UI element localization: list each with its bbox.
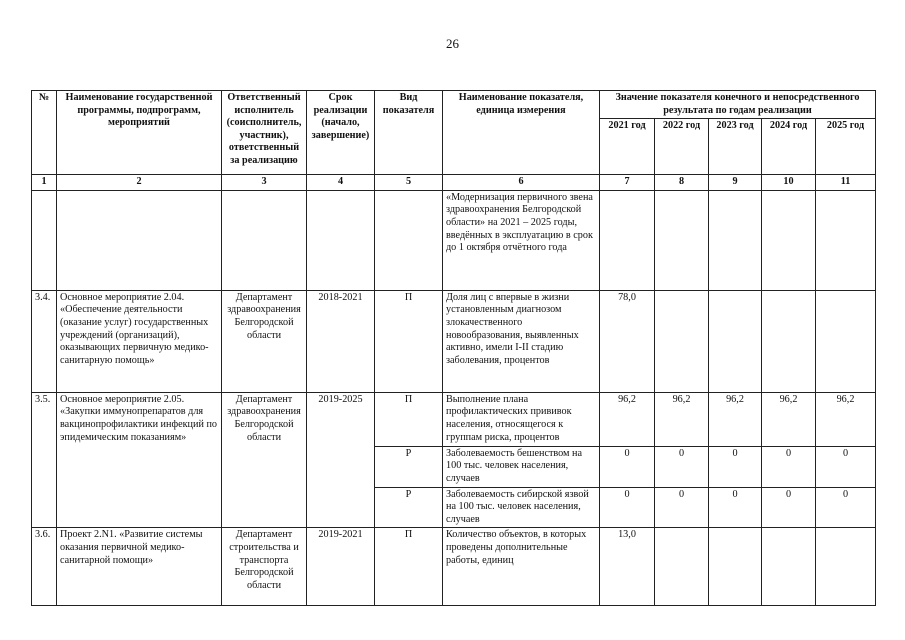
value-2021: 96,2 xyxy=(600,392,655,446)
indicator-type: Р xyxy=(375,487,443,528)
row-number: 3.6. xyxy=(32,528,57,606)
column-number: 8 xyxy=(655,175,709,191)
row-number: 3.5. xyxy=(32,392,57,528)
column-number: 1 xyxy=(32,175,57,191)
value-2025: 0 xyxy=(816,446,876,487)
value-2023 xyxy=(709,528,762,606)
executor: Департамент здравоохранения Белгородской области xyxy=(222,290,307,392)
header-period: Срок реализации (начало, завершение) xyxy=(307,91,375,175)
value-2024: 0 xyxy=(762,446,816,487)
value-2025: 0 xyxy=(816,487,876,528)
indicator-name: Заболеваемость сибирской язвой на 100 тыс. человек населения, случаев xyxy=(443,487,600,528)
program-name: Проект 2.N1. «Развитие системы оказания первичной медико-санитарной помощи» xyxy=(57,528,222,606)
program-name: Основное мероприятие 2.05. «Закупки иммунопрепаратов для вакцинопрофилактики инфекций по эпидемическим показаниям» xyxy=(57,392,222,528)
value-2023 xyxy=(709,290,762,392)
value-2024: 0 xyxy=(762,487,816,528)
value-2024 xyxy=(762,290,816,392)
indicators-table xyxy=(31,90,876,606)
header-year: 2021 год xyxy=(600,119,655,175)
indicator-type: П xyxy=(375,392,443,446)
program-name: Основное мероприятие 2.04. «Обеспечение деятельности (оказание услуг) государственных учреждений (организаций), оказывающих первичную медико-санитарную помощь» xyxy=(57,290,222,392)
indicator-type xyxy=(375,190,443,290)
indicator-type: Р xyxy=(375,446,443,487)
period: 2019-2025 xyxy=(307,392,375,528)
value-2021 xyxy=(600,190,655,290)
indicator-name: Количество объектов, в которых проведены дополнительные работы, единиц xyxy=(443,528,600,606)
value-2024 xyxy=(762,528,816,606)
header-executor: Ответственный исполнитель (соисполнитель, участник), ответственный за реализацию xyxy=(222,91,307,175)
value-2022: 0 xyxy=(655,487,709,528)
value-2023 xyxy=(709,190,762,290)
value-2021: 0 xyxy=(600,487,655,528)
value-2024: 96,2 xyxy=(762,392,816,446)
period: 2018-2021 xyxy=(307,290,375,392)
value-2022 xyxy=(655,190,709,290)
value-2025 xyxy=(816,290,876,392)
header-indicator-type: Вид показателя xyxy=(375,91,443,175)
row-number xyxy=(32,190,57,290)
value-2021: 0 xyxy=(600,446,655,487)
indicator-type: П xyxy=(375,528,443,606)
column-number: 4 xyxy=(307,175,375,191)
indicator-type: П xyxy=(375,290,443,392)
value-2022 xyxy=(655,528,709,606)
column-number: 7 xyxy=(600,175,655,191)
value-2022 xyxy=(655,290,709,392)
indicator-name: «Модернизация первичного звена здравоохранения Белгородской области» на 2021 – 2025 годы, введённых в эксплуатацию в срок до 1 октября отчётного года xyxy=(443,190,600,290)
value-2023: 0 xyxy=(709,446,762,487)
program-name xyxy=(57,190,222,290)
period: 2019-2021 xyxy=(307,528,375,606)
value-2022: 96,2 xyxy=(655,392,709,446)
header-number: № xyxy=(32,91,57,175)
value-2024 xyxy=(762,190,816,290)
column-number: 2 xyxy=(57,175,222,191)
value-2025 xyxy=(816,190,876,290)
header-program-name: Наименование государственной программы, подпрограмм, мероприятий xyxy=(57,91,222,175)
header-year: 2025 год xyxy=(816,119,876,175)
column-number: 6 xyxy=(443,175,600,191)
value-2021: 78,0 xyxy=(600,290,655,392)
column-number: 5 xyxy=(375,175,443,191)
column-number: 9 xyxy=(709,175,762,191)
period xyxy=(307,190,375,290)
header-indicator-name: Наименование показателя, единица измерения xyxy=(443,91,600,175)
row-number: 3.4. xyxy=(32,290,57,392)
page-number: 26 xyxy=(446,36,459,51)
value-2025 xyxy=(816,528,876,606)
executor: Департамент строительства и транспорта Белгородской области xyxy=(222,528,307,606)
header-year: 2023 год xyxy=(709,119,762,175)
value-2022: 0 xyxy=(655,446,709,487)
value-2025: 96,2 xyxy=(816,392,876,446)
indicator-name: Заболеваемость бешенством на 100 тыс. человек населения, случаев xyxy=(443,446,600,487)
table-row xyxy=(32,290,876,392)
column-number: 3 xyxy=(222,175,307,191)
value-2021: 13,0 xyxy=(600,528,655,606)
column-number: 10 xyxy=(762,175,816,191)
indicator-name: Выполнение плана профилактических прививок населения, относящегося к группам риска, процентов xyxy=(443,392,600,446)
indicator-name: Доля лиц с впервые в жизни установленным диагнозом злокачественного новообразования, выявленных активно, имели I-II стадию заболевания, процентов xyxy=(443,290,600,392)
column-number: 11 xyxy=(816,175,876,191)
table-row xyxy=(32,528,876,606)
value-2023: 0 xyxy=(709,487,762,528)
value-2023: 96,2 xyxy=(709,392,762,446)
header-year: 2022 год xyxy=(655,119,709,175)
executor: Департамент здравоохранения Белгородской области xyxy=(222,392,307,528)
header-values-group: Значение показателя конечного и непосредственного результата по годам реализации xyxy=(600,91,876,119)
header-year: 2024 год xyxy=(762,119,816,175)
table-row xyxy=(32,190,876,290)
table-row xyxy=(32,392,876,446)
executor xyxy=(222,190,307,290)
